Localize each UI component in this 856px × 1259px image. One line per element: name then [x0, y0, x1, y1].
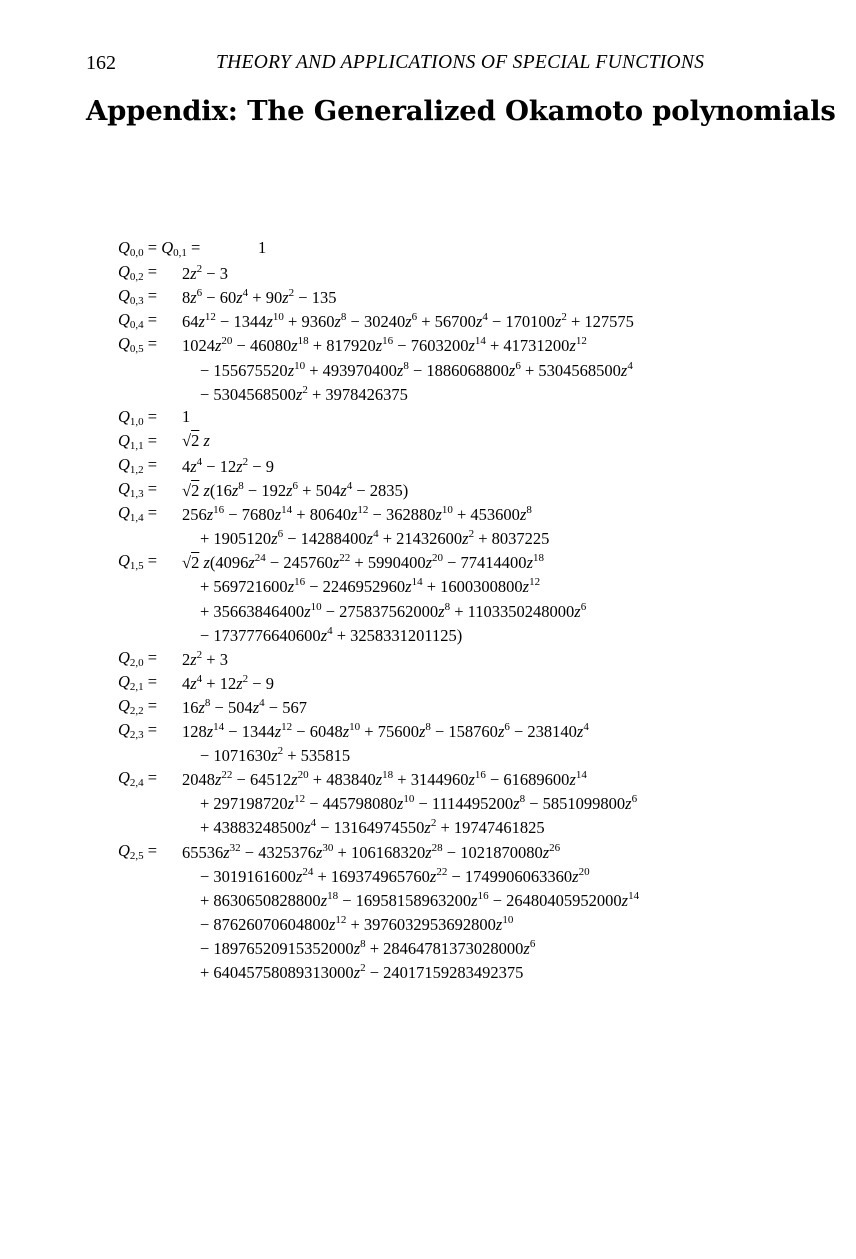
equation-lhs: $Q_{2,4}$ = [118, 768, 158, 790]
equation-rhs: 1 [258, 238, 267, 257]
equation-lhs: $Q_{2,0}$ = [118, 647, 158, 669]
running-title: THEORY AND APPLICATIONS OF SPECIAL FUNCTIONS [216, 52, 705, 73]
equation-continuation: − $3019161600z^{24} + 169374965760z^{22} - 1749906063360z^{20}$ [200, 865, 590, 886]
equation-continuation: − $1071630z^2 + 535815$ [200, 745, 351, 766]
page-number: 162 [86, 52, 116, 74]
equation-lhs: $Q_{0,3}$ = [118, 286, 158, 308]
equation-rhs: √2 $z(16z^8 - 192z^6 + 504z^4 - 2835)$ [182, 480, 409, 500]
equation-continuation: − $5304568500z^2 + 3978426375$ [200, 383, 408, 404]
equation-lhs: $Q_{0,2}$ = [118, 262, 158, 284]
equation-continuation: + $35663846400z^{10} - 275837562000z^8 + 1103350248000z^6$ [200, 600, 587, 621]
equation-continuation: − $18976520915352000z^8 + 28464781373028000z^6$ [200, 937, 536, 958]
equation-lhs: $Q_{2,5}$ = [118, 840, 158, 862]
equation-rhs: $65536z^{32} - 4325376z^{30} + 106168320z^{28} - 1021870080z^{26}$ [182, 841, 561, 862]
equation-rhs: $1024z^{20} - 46080z^{18} + 817920z^{16} - 7603200z^{14} + 41731200z^{12}$ [182, 335, 587, 356]
equation-lhs: $Q_{1,3}$ = [118, 479, 158, 500]
equation-lhs: $Q_{2,1}$ = [118, 671, 158, 693]
equation-continuation: + $1905120z^6 - 14288400z^4 + 21432600z^2 + 8037225$ [200, 528, 550, 549]
equation-rhs: $8z^6 - 60z^4 + 90z^2 - 135$ [182, 287, 337, 308]
equation-rhs: √2 z [182, 430, 210, 450]
equation-lhs: $Q_{2,3}$ = [118, 720, 158, 741]
equation-continuation: − $1737776640600z^4 + 3258331201125$) [200, 624, 463, 645]
equation-continuation: + $297198720z^{12} - 445798080z^{10} - 1114495200z^8 - 5851099800z^6$ [200, 793, 638, 814]
equation-rhs: $64z^{12} - 1344z^{10} + 9360z^8 - 30240z^6 + 56700z^4 - 170100z^2 + 127575$ [182, 311, 634, 332]
equation-continuation: + $64045758089313000z^2 - 24017159283492375$ [200, 962, 524, 982]
equation-lhs: $Q_{1,4}$ = [118, 503, 158, 525]
equation-lhs: $Q_{1,1}$ = [118, 430, 158, 452]
equation-rhs: $4z^4 - 12z^2 - 9$ [182, 455, 274, 476]
appendix-title: Appendix: The Generalized Okamoto polynomials [86, 95, 836, 127]
equation-continuation: + $569721600z^{16} - 2246952960z^{14} + 1600300800z^{12}$ [200, 576, 541, 597]
equation-lhs: $Q_{0,4}$ = [118, 310, 158, 332]
equation-rhs: $4z^4 + 12z^2 - 9$ [182, 672, 274, 693]
equation-rhs: $2z^2 - 3$ [182, 263, 228, 284]
equation-rhs: $2048z^{22} - 64512z^{20} + 483840z^{18} + 3144960z^{16} - 61689600z^{14}$ [182, 769, 587, 790]
equation-lhs: $Q_{0,0} = Q_{0,1}$ = [118, 238, 201, 259]
equation-continuation: − $155675520z^{10} + 493970400z^8 - 1886068800z^6 + 5304568500z^4$ [200, 359, 633, 380]
equation-rhs: $16z^8 - 504z^4 - 567$ [182, 696, 307, 717]
equation-rhs: 1 [182, 406, 191, 426]
equation-rhs: √2 $z(4096z^{24} - 245760z^{22} + 5990400z^{20} - 77414400z^{18}$ [182, 552, 544, 573]
equation-continuation: − $87626070604800z^{12} + 3976032953692800z^{10}$ [200, 913, 514, 934]
equation-lhs: $Q_{1,0}$ = [118, 406, 158, 428]
equation-lhs: $Q_{1,5}$ = [118, 551, 158, 573]
equation-continuation: + $8630650828800z^{18} - 16958158963200z^{16} - 26480405952000z^{14}$ [200, 889, 640, 910]
equation-lhs: $Q_{0,5}$ = [118, 334, 158, 356]
equation-rhs: $128z^{14} - 1344z^{12} - 6048z^{10} + 75600z^8 - 158760z^6 - 238140z^4$ [182, 721, 589, 741]
equation-continuation: + $43883248500z^4 - 13164974550z^2 + 19747461825$ [200, 817, 545, 838]
equation-lhs: $Q_{2,2}$ = [118, 695, 158, 717]
equation-rhs: $2z^2 + 3$ [182, 648, 228, 669]
equation-lhs: $Q_{1,2}$ = [118, 454, 158, 476]
equation-rhs: $256z^{16} - 7680z^{14} + 80640z^{12} - 362880z^{10} + 453600z^8$ [182, 504, 532, 525]
